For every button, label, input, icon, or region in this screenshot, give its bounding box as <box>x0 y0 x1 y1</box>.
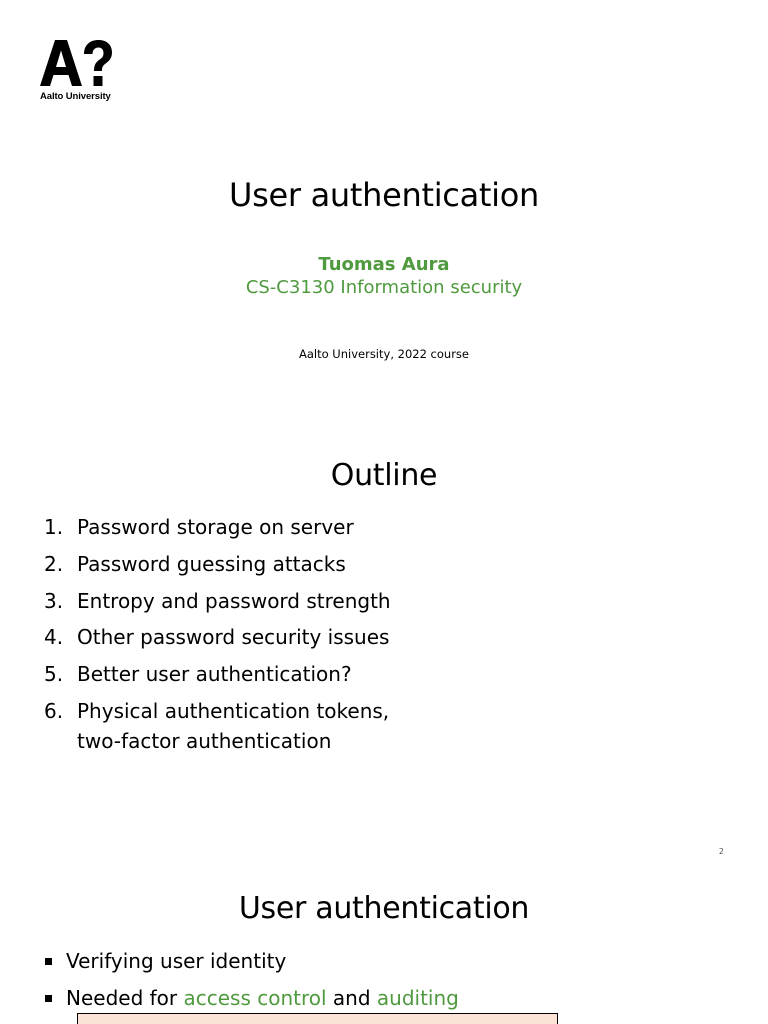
bullet-text-mid: and <box>326 986 377 1010</box>
outline-item <box>44 512 391 542</box>
outline-item-number: 6. <box>44 698 64 723</box>
bullet-text: Needed for <box>66 986 184 1010</box>
square-bullet-icon <box>45 958 52 965</box>
user-authentication-slide <box>0 863 768 1024</box>
outline-list <box>44 512 391 763</box>
aalto-logo-mark-icon <box>40 40 114 86</box>
slide-title: User authentication <box>238 891 530 926</box>
outline-item-number: 1. <box>44 515 64 539</box>
outline-item <box>44 549 391 579</box>
author-name: Tuomas Aura <box>318 254 450 275</box>
outline-item-text: Physical authentication tokens, <box>77 698 390 723</box>
square-bullet-icon <box>45 995 52 1002</box>
affiliation: Aalto University, 2022 course <box>299 347 469 361</box>
highlight-access-control: access control <box>183 986 327 1010</box>
diagram-box <box>77 1013 558 1024</box>
bullet-list <box>44 946 459 1020</box>
outline-item-text: Password storage on server <box>77 515 354 539</box>
title-slide <box>0 0 768 418</box>
highlight-auditing: auditing <box>376 986 459 1010</box>
outline-item <box>44 696 391 756</box>
course-name: CS-C3130 Information security <box>245 277 523 298</box>
outline-item <box>44 622 391 652</box>
bullet-text: Verifying user identity <box>66 949 287 973</box>
outline-item-number: 4. <box>44 625 64 650</box>
outline-slide <box>0 418 768 863</box>
page-number: 2 <box>718 847 724 856</box>
outline-item-text: Other password security issues <box>77 625 390 650</box>
presentation-title: User authentication <box>228 176 540 214</box>
outline-item <box>44 659 391 689</box>
outline-item-text: Better user authentication? <box>77 662 352 687</box>
outline-item-text: Password guessing attacks <box>77 551 346 576</box>
bullet-item <box>44 946 459 976</box>
aalto-logo <box>40 40 120 104</box>
aalto-logo-name: Aalto University <box>40 91 111 102</box>
outline-title: Outline <box>330 458 438 493</box>
bullet-item <box>44 983 459 1013</box>
outline-item-number: 3. <box>44 588 64 613</box>
outline-item-number: 5. <box>44 662 64 687</box>
outline-item-text-continued: two-factor authentication <box>77 728 332 753</box>
outline-item <box>44 586 391 616</box>
outline-item-text: Entropy and password strength <box>77 588 391 613</box>
outline-item-number: 2. <box>44 551 64 576</box>
